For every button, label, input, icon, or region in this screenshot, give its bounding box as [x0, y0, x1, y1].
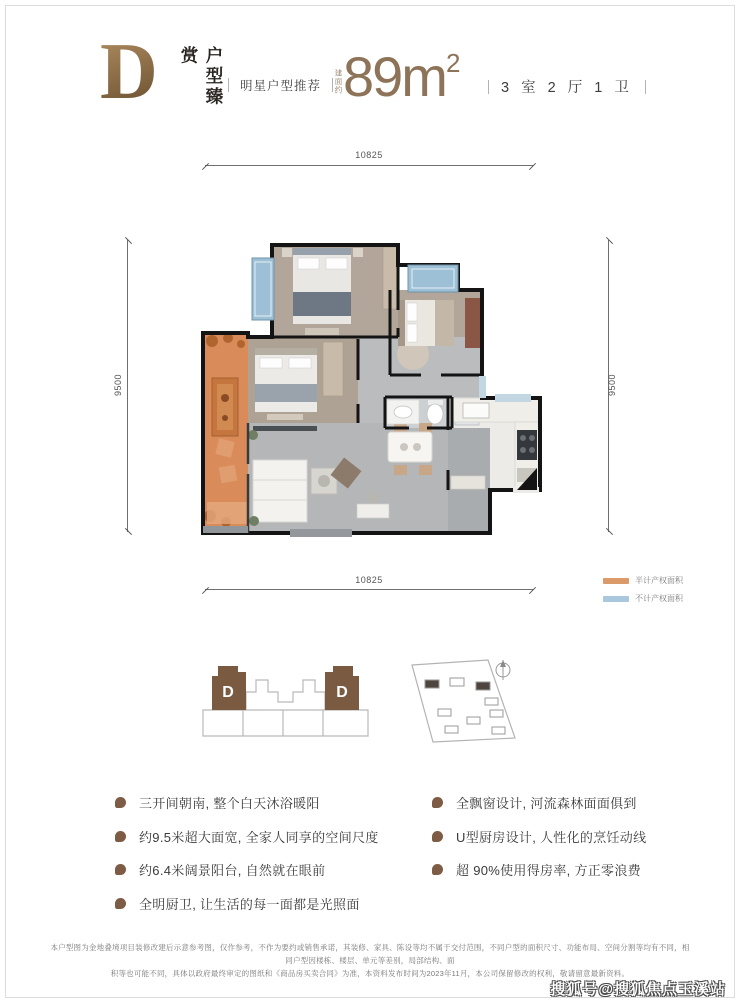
floor-plate-diagram — [198, 648, 373, 743]
dimension-left-line — [127, 240, 128, 532]
rooms-label: 3 室 2 厅 1 卫 — [501, 80, 633, 96]
legend-swatch-blue — [603, 596, 629, 602]
area-value: $89m^2$ — [343, 45, 461, 108]
disclaimer-line-1: 本户型图为金地叠境项目装修改建后示意参考图，仅作参考，不作为要约或销售承诺，其装修、家具、陈设等均不属于交付范围，不同户型的面积尺寸、功能布局、空间分割等均有不同，相同户型因楼栋、楼层、单元等差别，局部结构、面 — [50, 943, 690, 966]
legend-swatch-orange — [603, 578, 629, 584]
dimension-right-label: 9500 — [607, 373, 617, 397]
area-prefix: 建面约 — [334, 69, 343, 95]
unit-d-label-left: D — [222, 684, 234, 701]
feature-text: 三开间朝南, 整个白天沐浴暖阳 — [139, 796, 320, 811]
disclaimer-line-2: 积等也可能不同，具体以政府最终审定的图纸和《商品房买卖合同》为准，本资料发布时间为2023年11月，本公司保留修改的权利，敬请留意最新资料。 — [110, 969, 630, 979]
feature-item — [115, 860, 379, 879]
floor-plan — [195, 232, 545, 538]
feature-text: 全明厨卫, 让生活的每一面都是光照面 — [139, 896, 360, 912]
dimension-bottom-label: 10825 — [355, 575, 383, 585]
legend-label: 半计产权面积 — [635, 576, 683, 585]
feature-text: 约6.4米阔景阳台, 自然就在眼前 — [139, 863, 326, 878]
bullet-icon — [115, 898, 126, 909]
bullet-icon — [432, 797, 443, 808]
feature-text: U型厨房设计, 人性化的烹饪动线 — [456, 829, 647, 845]
feature-list-right — [432, 793, 646, 879]
balcony — [203, 333, 248, 533]
dimension-top-line — [205, 165, 533, 166]
watermark: 搜狐号@搜狐焦点玉溪站 — [550, 981, 726, 998]
feature-text: 全飘窗设计, 河流森林面面俱到 — [456, 796, 637, 811]
divider-bar — [645, 80, 646, 94]
area-figure — [334, 45, 461, 108]
disclaimer — [50, 941, 690, 980]
site-plan — [402, 642, 582, 754]
divider-bar — [488, 80, 489, 94]
divider-bar — [228, 78, 229, 92]
feature-text: 约9.5米超大面宽, 全家人同享的空间尺度 — [139, 829, 379, 845]
dimension-left-label: 9500 — [113, 373, 123, 397]
feature-item — [432, 827, 646, 846]
dimension-bottom-line — [205, 589, 533, 590]
feature-item — [115, 827, 379, 846]
star-unit-badge — [228, 76, 333, 94]
compass-icon — [496, 660, 510, 680]
legend-item-half-counted — [603, 575, 683, 586]
feature-item — [432, 793, 646, 812]
legend-label: 不计产权面积 — [635, 594, 683, 603]
feature-list-left — [115, 793, 379, 913]
unit-d-blocks — [212, 666, 359, 710]
bullet-icon — [115, 864, 126, 875]
unit-type-title: 户型臻赏 — [179, 46, 224, 108]
badge-label: 明星户型推荐 — [240, 79, 322, 93]
feature-item — [432, 860, 646, 879]
bullet-icon — [432, 864, 443, 875]
unit-d-label-right: D — [336, 684, 348, 701]
bullet-icon — [115, 831, 126, 842]
plan-legend — [603, 575, 683, 604]
bullet-icon — [115, 797, 126, 808]
area-exponent: 2 — [445, 48, 461, 78]
feature-item — [115, 793, 379, 812]
room-configuration — [488, 76, 646, 97]
feature-item — [115, 894, 379, 913]
legend-item-not-counted — [603, 593, 683, 604]
feature-text: 超 90%使用得房率, 方正零浪费 — [456, 863, 641, 878]
bullet-icon — [432, 831, 443, 842]
unit-type-letter: D — [100, 28, 158, 116]
dimension-top-label: 10825 — [355, 150, 383, 160]
